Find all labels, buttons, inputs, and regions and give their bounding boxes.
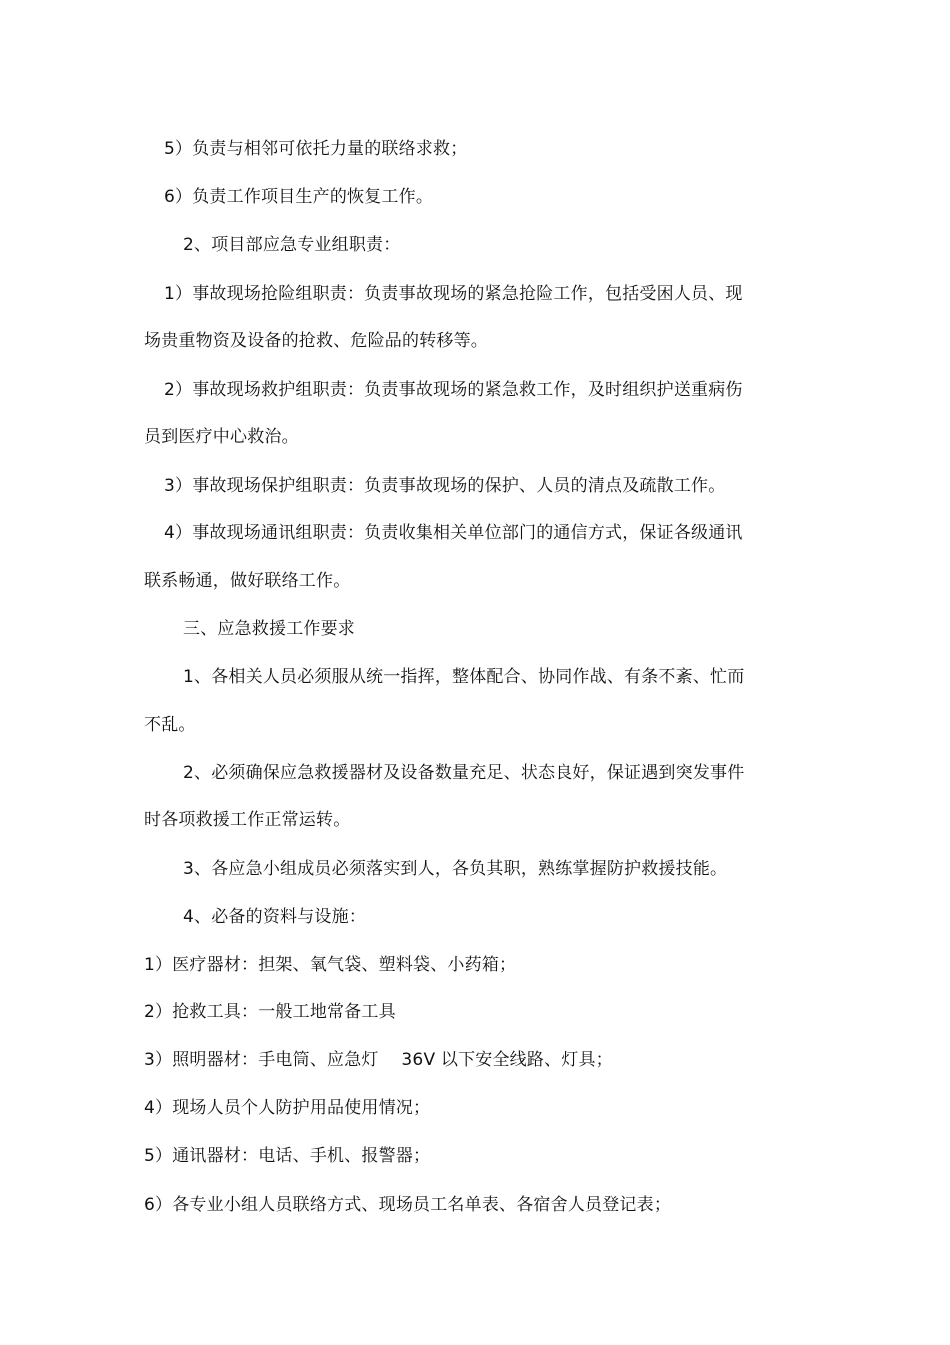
text-line: 3、各应急小组成员必须落实到人，各负其职，熟练掌握防护救援技能。 [183,859,728,879]
text-line: 1）医疗器材：担架、氧气袋、塑料袋、小药箱； [144,955,517,975]
section-heading: 三、应急救援工作要求 [183,619,355,639]
text-line: 1）事故现场抢险组职责：负责事故现场的紧急抢险工作，包括受困人员、现 [164,284,743,304]
text-line: 4）事故现场通讯组职责：负责收集相关单位部门的通信方式，保证各级通讯 [164,523,743,543]
text-line: 4、必备的资料与设施： [183,907,367,927]
text-line: 2）事故现场救护组职责：负责事故现场的紧急救工作，及时组织护送重病伤 [164,380,743,400]
text-line: 不乱。 [144,715,196,735]
text-line: 5）负责与相邻可依托力量的联络求救； [164,139,468,159]
text-line: 联系畅通，做好联络工作。 [144,571,351,591]
text-line: 2、必须确保应急救援器材及设备数量充足、状态良好，保证遇到突发事件 [183,763,745,783]
text-line: 3）照明器材：手电筒、应急灯 36V 以下安全线路、灯具； [144,1050,613,1070]
text-line: 员到医疗中心救治。 [144,427,299,447]
section-heading: 2、项目部应急专业组职责： [183,235,401,255]
text-line: 6）各专业小组人员联络方式、现场员工名单表、各宿舍人员登记表； [144,1195,672,1215]
text-line: 6）负责工作项目生产的恢复工作。 [164,187,434,207]
text-line: 3）事故现场保护组职责：负责事故现场的保护、人员的清点及疏散工作。 [164,476,726,496]
text-line: 2）抢救工具：一般工地常备工具 [144,1002,396,1022]
text-line: 4）现场人员个人防护用品使用情况； [144,1098,431,1118]
text-line: 场贵重物资及设备的抢救、危险品的转移等。 [144,331,488,351]
text-line: 1、各相关人员必须服从统一指挥，整体配合、协同作战、有条不紊、忙而 [183,667,745,687]
text-line: 5）通讯器材：电话、手机、报警器； [144,1146,431,1166]
text-line: 时各项救援工作正常运转。 [144,810,351,830]
